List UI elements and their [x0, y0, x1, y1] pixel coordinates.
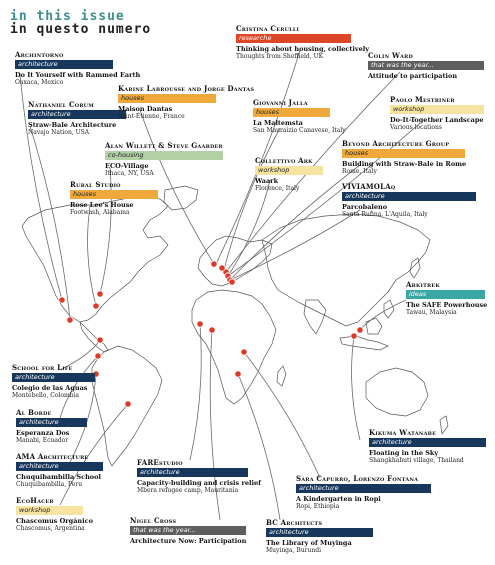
entry-category-tag: architecture [369, 438, 486, 447]
entry-author: Kikuma Watanabe [369, 428, 437, 437]
leader-line [30, 126, 70, 320]
entry-category-tag: architecture [16, 418, 87, 427]
entry-author: Beyond Architecture Group [342, 139, 450, 148]
entry-category-tag: ideas [406, 290, 485, 299]
entry-rural-studio[interactable] [70, 180, 220, 217]
location-marker[interactable] [125, 401, 131, 407]
entry-title: A Kindergarten in Ropi [296, 495, 381, 503]
entry-paolo-mestriner[interactable] [390, 95, 495, 132]
location-marker[interactable] [241, 349, 247, 355]
entry-author: Nathaniel Corum [28, 100, 94, 109]
entry-author: FAREstudio [137, 458, 183, 467]
entry-category-tag: workshop [390, 105, 484, 114]
entry-location: Montebello, Colombia [12, 392, 79, 399]
leader-line [190, 324, 201, 460]
entry-location: Various locations [390, 124, 442, 131]
entry-category-tag: architecture [137, 468, 248, 477]
issue-heading-en: in this issue [10, 9, 125, 24]
location-marker[interactable] [357, 327, 363, 333]
entry-location: San Mauraizio Canavese, Italy [253, 127, 346, 134]
entry-category-tag: houses [253, 108, 330, 117]
entry-title: Floating in the Sky [369, 449, 439, 457]
location-marker[interactable] [95, 353, 101, 359]
indonesia-outline [340, 336, 388, 350]
entry-category-tag: workshop [255, 166, 323, 175]
issue-heading-it: in questo numero [10, 22, 152, 37]
entry-nigel-cross[interactable] [130, 516, 280, 545]
entry-category-tag: architecture [12, 373, 95, 382]
australia-outline [366, 368, 428, 416]
entry-title: Straw-Bale Architecture [28, 121, 117, 129]
entry-category-tag: architecture [28, 110, 126, 119]
entry-author: Rural Studio [70, 180, 121, 189]
location-marker[interactable] [351, 333, 357, 339]
entry-author: EcoHacer [16, 496, 54, 505]
entry-category-tag: houses [342, 149, 465, 158]
entry-farestudio[interactable] [137, 458, 287, 495]
japan-outline [410, 258, 420, 278]
entry-title: Chascomus Orgánico [16, 517, 93, 525]
entry-location: Oaxaca, Mexico [15, 79, 64, 86]
location-marker[interactable] [211, 261, 217, 267]
location-marker[interactable] [197, 321, 203, 327]
entry-kikuma-watanabe[interactable] [369, 428, 495, 465]
entry-title: Maison Dantas [118, 105, 173, 113]
entry-title: Colegio de las Aguas [12, 384, 88, 392]
entry-giovanni-jalla[interactable] [253, 98, 403, 135]
entry-category-tag: workshop [16, 506, 83, 515]
entry-title: Waark [255, 177, 279, 185]
madagascar-outline [277, 366, 286, 386]
location-marker[interactable] [235, 371, 241, 377]
entry-title: Chuquibambilla School [16, 473, 101, 481]
location-marker[interactable] [67, 317, 73, 323]
asia-outline [262, 214, 430, 326]
entry-author: Archintorno [15, 50, 64, 59]
entry-category-tag: architecture [296, 484, 431, 493]
entry-author: VIVIAMOLAq [342, 182, 396, 191]
entry-location: Muyinga, Burundi [266, 547, 322, 554]
entry-location: Mbera refugee camp, Mauritania [137, 487, 239, 494]
location-marker[interactable] [93, 303, 99, 309]
entry-author: Sara Capurro, Lorenzo Fontana [296, 474, 419, 483]
entry-title: Building with Straw-Bale in Rome [342, 160, 467, 168]
entry-title: Rose Lee's House [70, 201, 134, 209]
entry-title: Parcobaleno [342, 203, 388, 211]
location-marker[interactable] [97, 337, 103, 343]
entry-beyond-architecture-group[interactable] [342, 139, 492, 176]
entry-location: Navajo Nation, USA [28, 129, 90, 136]
entry-location: Florence, Italy [255, 185, 300, 192]
entry-location: Shangkhabuti village, Thailand [369, 457, 464, 464]
entry-title: The Library of Muyinga [266, 539, 352, 547]
india-outline [304, 300, 326, 334]
entry-title: The SAFE Powerhouse [406, 301, 488, 309]
entry-location: Tawau, Malaysia [406, 309, 457, 316]
entry-location: Ropi, Ethiopia [296, 503, 340, 510]
entry-location: Chuquibambilla, Peru [16, 481, 83, 488]
entry-title: Capacity-building and crisis relief [137, 479, 261, 487]
entry-category-tag: that was the year... [130, 526, 246, 535]
entry-author: Giovanni Jalla [253, 98, 308, 107]
borneo-outline [366, 318, 382, 334]
entry-author: Alan Willett & Steve Gaarder [105, 141, 223, 150]
entry-location: Manabi, Ecuador [16, 437, 69, 444]
entry-location: Rome, Italy [342, 168, 377, 175]
entry-sara-capurro[interactable] [296, 474, 446, 511]
leader-line [88, 206, 96, 306]
entry-al-borde[interactable] [16, 408, 166, 445]
entry-school-for-life[interactable] [12, 363, 162, 400]
entry-author: Nigel Cross [130, 516, 177, 525]
entry-author: Cristina Cerulli [236, 24, 300, 33]
entry-category-tag: architecture [342, 192, 476, 201]
entry-category-tag: researche [236, 34, 351, 43]
leader-line [238, 374, 280, 520]
entry-colin-ward[interactable] [368, 51, 495, 80]
entry-title: Attitude to participation [368, 72, 458, 80]
africa-outline [192, 290, 276, 404]
entry-author: Karine Labrousse and Jorge Dantas [118, 84, 255, 93]
entry-alan-willett[interactable] [105, 141, 255, 178]
location-marker[interactable] [97, 291, 103, 297]
entry-bc-architects[interactable] [266, 518, 416, 555]
entry-author: Arkitrek [406, 280, 440, 289]
entry-arkitrek[interactable] [406, 280, 495, 317]
entry-location: Ithaca, NY, USA [105, 170, 154, 177]
entry-location: Thoughts from Sheffield, UK [236, 53, 324, 60]
entry-cristina-cerulli[interactable] [236, 24, 386, 61]
entry-viviamolaq[interactable] [342, 182, 492, 219]
entry-category-tag: houses [118, 94, 216, 103]
location-marker[interactable] [229, 279, 235, 285]
entry-author: BC Architects [266, 518, 323, 527]
entry-category-tag: architecture [266, 528, 373, 537]
entry-author: Colin Ward [368, 51, 414, 60]
entry-archintorno[interactable] [15, 50, 165, 87]
entry-category-tag: architecture [16, 462, 103, 471]
entry-category-tag: houses [70, 190, 158, 199]
location-marker[interactable] [219, 265, 225, 271]
entry-location: Saint-Étienne, France [118, 113, 185, 120]
entry-title: Do It Yourself with Rammed Earth [15, 71, 141, 79]
location-marker[interactable] [59, 297, 65, 303]
leader-line [352, 336, 360, 440]
entry-title: La Maltemsta [253, 119, 303, 127]
entry-author: School for Life [12, 363, 73, 372]
entry-author: Paolo Mestriner [390, 95, 455, 104]
leader-line [230, 210, 360, 280]
entry-category-tag: that was the year... [368, 61, 484, 70]
entry-author: Al Borde [16, 408, 52, 417]
entry-category-tag: architecture [15, 60, 113, 69]
entry-title: Do-It-Together Landscape [390, 116, 484, 124]
entry-title: ECO-Village [105, 162, 149, 170]
entry-location: Santa Rufina, L'Aquila, Italy [342, 211, 428, 218]
entry-title: Architecture Now: Participation [130, 537, 247, 545]
entry-location: Chascomus, Argentina [16, 525, 85, 532]
entry-title: Esperanza Dos [16, 429, 70, 437]
entry-author: Collettivo Ark [255, 156, 313, 165]
entry-location: Footwash, Alabama [70, 209, 130, 216]
philippines-outline [384, 300, 394, 318]
entry-category-tag: co-housing [105, 151, 223, 160]
entry-author: AMA Architecture [16, 452, 89, 461]
entry-title: Thinking about housing, collectively [236, 45, 370, 53]
entry-karine-labrousse[interactable] [118, 84, 268, 121]
location-marker[interactable] [209, 327, 215, 333]
